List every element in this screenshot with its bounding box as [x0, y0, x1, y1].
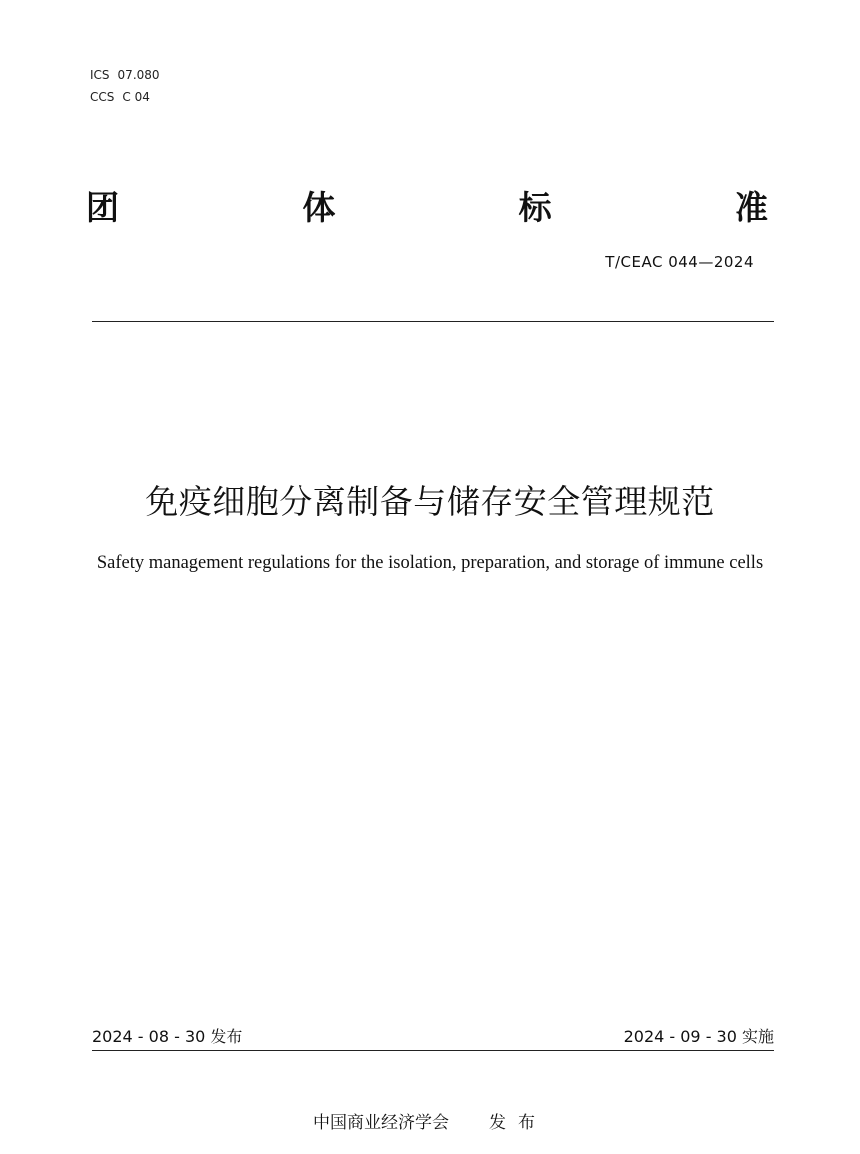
ics-label: ICS [90, 68, 110, 82]
ccs-line [90, 86, 160, 108]
publish-date: 2024 - 08 - 30 发布 [92, 1027, 243, 1046]
ccs-code: C 04 [122, 90, 150, 104]
standard-kind-char: 团 [86, 188, 119, 227]
title-chinese: 免疫细胞分离制备与储存安全管理规范 [145, 482, 715, 521]
standard-number: T/CEAC 044—2024 [605, 253, 754, 271]
standard-kind-char: 标 [518, 188, 552, 227]
publisher-action: 发布 [489, 1113, 547, 1133]
standard-kind-char: 准 [734, 188, 768, 227]
dates-row [92, 1024, 774, 1047]
title-english: Safety management regulations for the isolation, preparation, and storage of immune cells [96, 553, 764, 573]
ics-code: 07.080 [117, 68, 160, 82]
publisher-organization: 中国商业经济学会 [313, 1113, 449, 1133]
top-divider [92, 321, 774, 322]
bottom-divider [92, 1050, 774, 1051]
classification-codes [90, 64, 160, 108]
ccs-label: CCS [90, 90, 115, 104]
standard-kind-heading [86, 182, 768, 229]
publisher-line [0, 1108, 860, 1133]
implement-date: 2024 - 09 - 30 实施 [623, 1027, 774, 1046]
standard-kind-char: 体 [302, 188, 336, 227]
ics-line [90, 64, 160, 86]
